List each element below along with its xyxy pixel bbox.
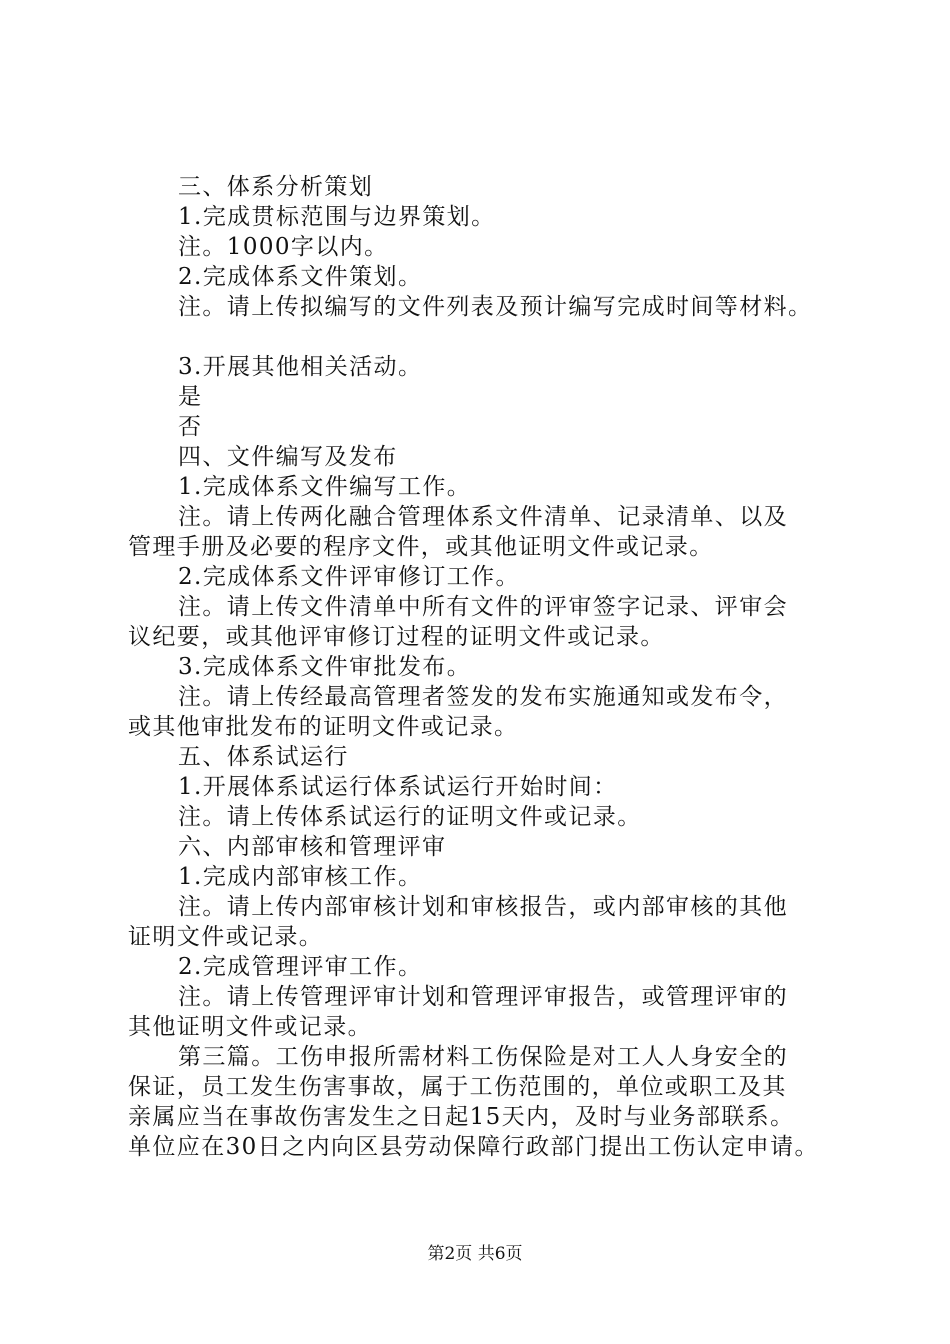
text-line: 1.开展体系试运行体系试运行开始时间： (178, 774, 618, 800)
text-line: 注。1000字以内。 (178, 234, 389, 260)
text-line: 注。请上传管理评审计划和管理评审报告，或管理评审的 (178, 984, 788, 1010)
text-line: 第三篇。工伤申报所需材料工伤保险是对工人人身安全的 (178, 1044, 788, 1070)
text-line: 注。请上传内部审核计划和审核报告，或内部审核的其他 (178, 894, 788, 920)
text-line: 1.完成贯标范围与边界策划。 (178, 204, 496, 230)
text-line: 四、文件编写及发布 (178, 444, 398, 470)
text-line: 2.完成体系文件评审修订工作。 (178, 564, 520, 590)
text-line: 三、体系分析策划 (178, 174, 374, 200)
text-line: 是 (178, 384, 203, 410)
page-footer: 第2页 共6页 (427, 1244, 523, 1264)
text-line: 3.完成体系文件审批发布。 (178, 654, 472, 680)
text-line: 注。请上传经最高管理者签发的发布实施通知或发布令， (178, 684, 788, 710)
text-line: 六、内部审核和管理评审 (178, 834, 447, 860)
text-line: 注。请上传两化融合管理体系文件清单、记录清单、以及 (178, 504, 788, 530)
text-line: 其他证明文件或记录。 (128, 1014, 372, 1040)
text-line: 亲属应当在事故伤害发生之日起15天内，及时与业务部联系。 (128, 1104, 795, 1130)
blank-line (128, 322, 848, 352)
text-line: 注。请上传文件清单中所有文件的评审签字记录、评审会 (178, 594, 788, 620)
text-line: 或其他审批发布的证明文件或记录。 (128, 714, 519, 740)
text-line: 否 (178, 414, 203, 440)
text-line: 1.完成体系文件编写工作。 (178, 474, 472, 500)
document-body (128, 172, 848, 1162)
text-line: 1.完成内部审核工作。 (178, 864, 423, 890)
text-line: 注。请上传体系试运行的证明文件或记录。 (178, 804, 642, 830)
text-line: 管理手册及必要的程序文件，或其他证明文件或记录。 (128, 534, 714, 560)
text-line: 3.开展其他相关活动。 (178, 354, 423, 380)
text-line: 保证，员工发生伤害事故，属于工伤范围的，单位或职工及其 (128, 1074, 787, 1100)
text-line: 2.完成体系文件策划。 (178, 264, 423, 290)
text-line: 2.完成管理评审工作。 (178, 954, 423, 980)
text-line: 单位应在30日之内向区县劳动保障行政部门提出工伤认定申请。 (128, 1134, 819, 1160)
text-line: 证明文件或记录。 (128, 924, 324, 950)
text-line: 议纪要，或其他评审修订过程的证明文件或记录。 (128, 624, 665, 650)
text-line: 五、体系试运行 (178, 744, 349, 770)
text-line: 注。请上传拟编写的文件列表及预计编写完成时间等材料。 (178, 294, 813, 320)
